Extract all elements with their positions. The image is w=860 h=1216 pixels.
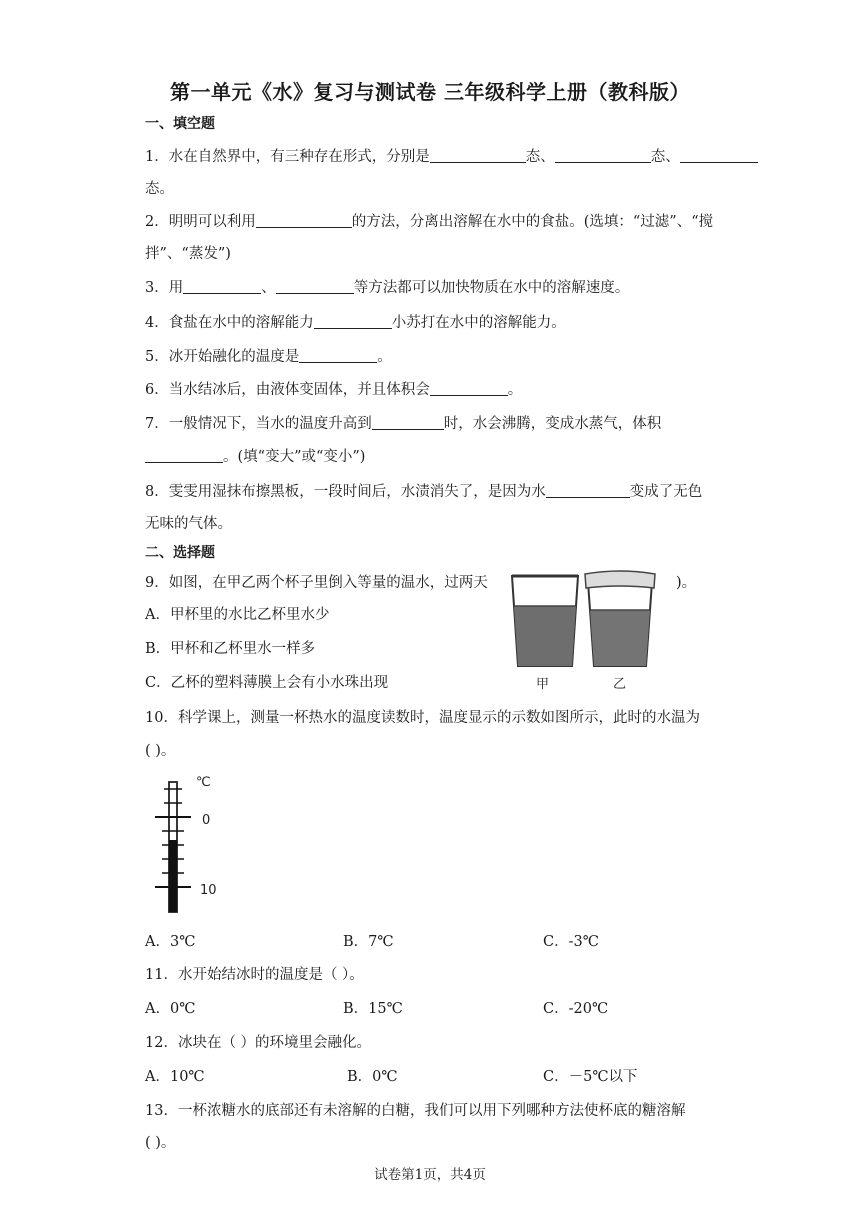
q12-option-c[interactable]: C．－5℃以下 (543, 1069, 638, 1085)
q9-option-c[interactable]: C．乙杯的塑料薄膜上会有小水珠出现 (145, 675, 389, 691)
q12-option-a[interactable]: A．10℃ (145, 1069, 205, 1085)
question-1 (145, 145, 758, 166)
question-6 (145, 378, 522, 399)
question-1-cont: 态。 (145, 181, 174, 197)
question-13-cont: ( )。 (145, 1135, 176, 1151)
section-fill-in: 一、填空题 (145, 116, 215, 132)
q1-text: 1．水在自然界中，有三种存在形式，分别是 (145, 149, 430, 165)
q11-option-b[interactable]: B．15℃ (343, 1001, 403, 1017)
question-10-cont: ( )。 (145, 743, 176, 759)
question-2 (145, 210, 713, 231)
cup-yi-label: 乙 (613, 677, 627, 692)
q11-option-a[interactable]: A．0℃ (145, 1001, 196, 1017)
q9-option-b[interactable]: B．甲杯和乙杯里水一样多 (145, 641, 316, 657)
question-9: 9．如图，在甲乙两个杯子里倒入等量的温水，过两天 (145, 575, 488, 591)
page-footer: 试卷第1页，共4页 (374, 1167, 486, 1183)
q4-text-2: 小苏打在水中的溶解能力。 (391, 315, 566, 331)
thermometer-tick-0: 0 (202, 813, 211, 828)
q1-blank-2[interactable] (555, 148, 651, 163)
question-13: 13．一杯浓糖水的底部还有未溶解的白糖，我们可以用下列哪种方法使杯底的糖溶解 (145, 1103, 686, 1119)
q9-option-a[interactable]: A．甲杯里的水比乙杯里水少 (145, 607, 330, 623)
q6-text-2: 。 (507, 382, 523, 398)
question-7 (145, 412, 661, 433)
question-8-cont: 无味的气体。 (145, 516, 232, 532)
q3-text: 3．用 (145, 280, 184, 296)
q3-blank-1[interactable] (183, 279, 261, 294)
q8-blank[interactable] (546, 483, 630, 498)
page-title: 第一单元《水》复习与测试卷 三年级科学上册（教科版） (170, 80, 690, 104)
question-2-cont: 拌”、“蒸发”) (145, 246, 231, 262)
q10-option-c[interactable]: C．-3℃ (543, 934, 599, 950)
q12-option-b[interactable]: B．0℃ (347, 1069, 398, 1085)
thermometer-figure (150, 768, 230, 916)
section-choice: 二、选择题 (145, 545, 215, 561)
q4-blank[interactable] (314, 314, 392, 329)
q5-blank[interactable] (299, 348, 377, 363)
q7-blank-1[interactable] (372, 415, 444, 430)
q1-blank-1[interactable] (430, 148, 526, 163)
q5-text: 5．冰开始融化的温度是 (145, 349, 300, 365)
q1-text-2: 态、 (525, 149, 555, 165)
q11-option-c[interactable]: C．-20℃ (543, 1001, 609, 1017)
question-10: 10．科学课上，测量一杯热水的温度读数时，温度显示的示数如图所示，此时的水温为 (145, 710, 700, 726)
q6-blank[interactable] (430, 381, 508, 396)
q7-text-3: 。(填“变大”或“变小”) (223, 449, 366, 465)
thermometer-icon (155, 782, 191, 912)
question-8 (145, 480, 702, 501)
q8-text: 8．雯雯用湿抹布擦黑板，一段时间后，水渍消失了，是因为水 (145, 484, 546, 500)
thermometer-tick-10: 10 (200, 883, 217, 898)
thermometer-unit: ℃ (196, 775, 211, 790)
q1-text-3: 态、 (650, 149, 680, 165)
question-12: 12．冰块在（ ）的环境里会融化。 (145, 1035, 372, 1051)
cup-jia-icon (512, 576, 578, 666)
q2-text-2: 的方法，分离出溶解在水中的食盐。(选填：“过滤”、“搅 (351, 214, 714, 230)
q5-text-2: 。 (377, 349, 392, 365)
question-5 (145, 345, 392, 366)
q2-text: 2．明明可以利用 (145, 214, 256, 230)
q10-option-b[interactable]: B．7℃ (343, 934, 394, 950)
q7-text: 7．一般情况下，当水的温度升高到 (145, 416, 372, 432)
question-3 (145, 276, 629, 297)
q1-blank-3[interactable] (680, 148, 758, 163)
q7-blank-2[interactable] (145, 448, 223, 463)
q8-text-2: 变成了无色 (629, 484, 703, 500)
q3-blank-2[interactable] (276, 279, 354, 294)
question-9-tail: )。 (676, 575, 697, 591)
q10-option-a[interactable]: A．3℃ (145, 934, 196, 950)
question-7-cont (145, 445, 365, 466)
cup-jia-label: 甲 (536, 677, 550, 692)
q7-text-2: 时，水会沸腾，变成水蒸气，体积 (443, 416, 662, 432)
cups-figure (500, 566, 670, 696)
q2-blank[interactable] (256, 213, 352, 228)
q4-text: 4．食盐在水中的溶解能力 (145, 315, 314, 331)
question-4 (145, 311, 566, 332)
q3-text-2: 、 (261, 280, 276, 296)
question-11: 11．水开始结冰时的温度是（ ）。 (145, 967, 364, 983)
cup-yi-icon (585, 571, 655, 666)
q3-text-3: 等方法都可以加快物质在水中的溶解速度。 (353, 280, 630, 296)
q6-text: 6．当水结冰后，由液体变固体，并且体积会 (145, 382, 430, 398)
